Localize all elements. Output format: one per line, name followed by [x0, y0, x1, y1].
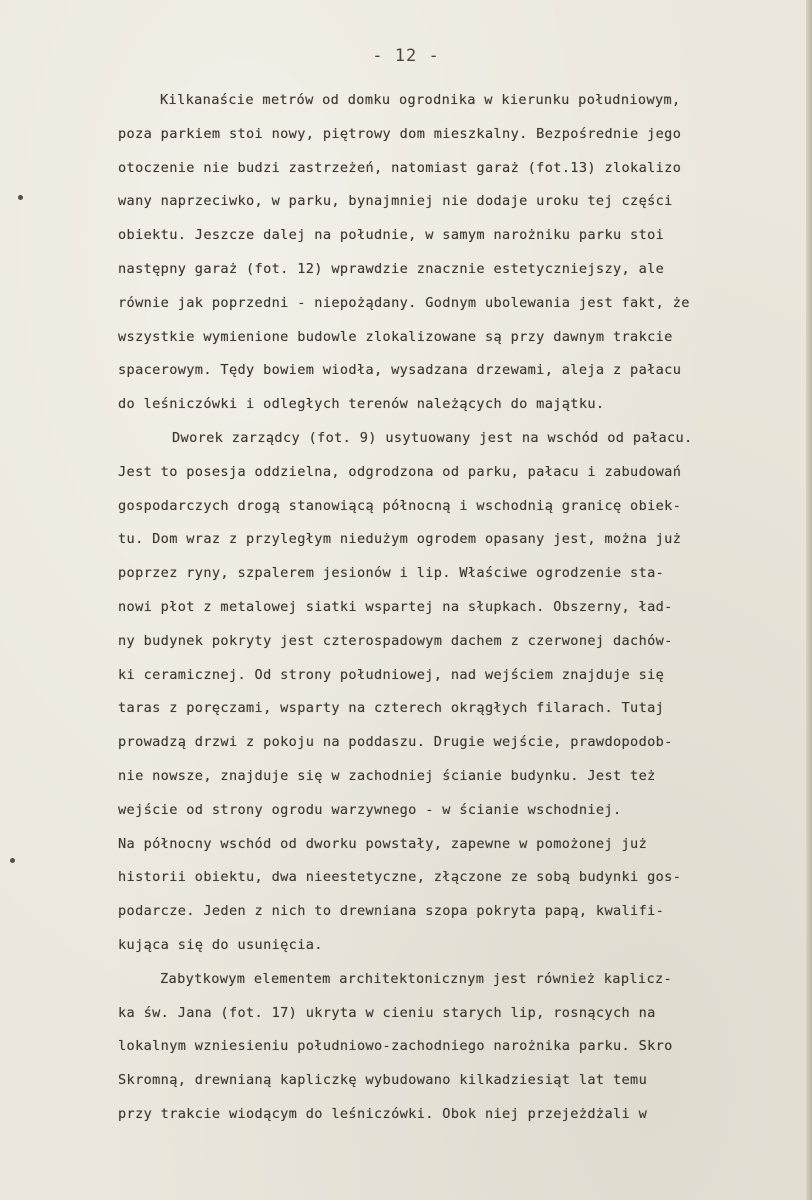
page-edge: [806, 0, 812, 1200]
text-line: lokalnym wzniesieniu południowo-zachodniego narożnika parku. Skro: [118, 1038, 673, 1055]
text-line: Na północny wschód od dworku powstały, zapewne w pomożonej już: [118, 835, 648, 852]
margin-punch-mark-bottom: [10, 858, 15, 863]
text-line: nowi płot z metalowej siatki wspartej na słupkach. Obszerny, ład-: [118, 598, 673, 615]
text-line: do leśniczówki i odległych terenów należących do majątku.: [118, 396, 605, 413]
text-line: ny budynek pokryty jest czterospadowym dachem z czerwonej dachów-: [118, 632, 673, 649]
text-line: poprzez ryny, szpalerem jesionów i lip. Właściwe ogrodzenie sta-: [118, 565, 665, 582]
text-line: spacerowym. Tędy bowiem wiodła, wysadzana drzewami, aleja z pałacu: [118, 362, 682, 379]
text-line: historii obiektu, dwa nieestetyczne, złączone ze sobą budynki gos-: [118, 869, 682, 886]
text-line: Dworek zarządcy (fot. 9) usytuowany jest na wschód od pałacu.: [172, 429, 693, 446]
text-line: równie jak poprzedni - niepożądany. Godnym ubolewania jest fakt, że: [118, 294, 690, 311]
text-line: Jest to posesja oddzielna, odgrodzona od parku, pałacu i zabudowań: [118, 463, 682, 480]
text-line: kująca się do usunięcia.: [118, 936, 323, 953]
text-line: poza parkiem stoi nowy, piętrowy dom mieszkalny. Bezpośrednie jego: [118, 125, 682, 142]
text-line: nie nowsze, znajduje się w zachodniej ścianie budynku. Jest też: [118, 767, 656, 784]
text-line: tu. Dom wraz z przyległym niedużym ogrodem opasany jest, można już: [118, 531, 682, 548]
text-line: przy trakcie wiodącym do leśniczówki. Obok niej przejeżdżali w: [118, 1105, 648, 1122]
text-line: Zabytkowym elementem architektonicznym jest również kaplicz-: [160, 970, 673, 987]
text-line: wejście od strony ogrodu warzywnego - w ścianie wschodniej.: [118, 801, 622, 818]
text-line: podarcze. Jeden z nich to drewniana szopa pokryta papą, kwalifi-: [118, 903, 665, 920]
text-line: wany naprzeciwko, w parku, bynajmniej nie dodaje uroku tej części: [118, 193, 673, 210]
typewritten-text: [118, 84, 800, 1132]
text-line: otoczenie nie budzi zastrzeżeń, natomiast garaż (fot.13) zlokalizo: [118, 159, 682, 176]
text-line: ka św. Jana (fot. 17) ukryta w cieniu starych lip, rosnących na: [118, 1004, 656, 1021]
text-line: ki ceramicznej. Od strony południowej, nad wejściem znajduje się: [118, 666, 665, 683]
text-line: Kilkanaście metrów od domku ogrodnika w kierunku południowym,: [160, 92, 681, 108]
page-number: - 12 -: [372, 46, 440, 66]
text-line: obiektu. Jeszcze dalej na południe, w samym narożniku parku stoi: [118, 227, 665, 244]
text-line: prowadzą drzwi z pokoju na poddaszu. Drugie wejście, prawdopodob-: [118, 734, 673, 751]
text-line: wszystkie wymienione budowle zlokalizowane są przy dawnym trakcie: [118, 328, 673, 345]
text-line: następny garaż (fot. 12) wprawdzie znacznie estetyczniejszy, ale: [118, 260, 665, 277]
text-line: gospodarczych drogą stanowiącą północną i wschodnią granicę obiek-: [118, 497, 682, 514]
text-line: Skromną, drewnianą kapliczkę wybudowano kilkadziesiąt lat temu: [118, 1072, 648, 1089]
margin-punch-mark-top: [18, 195, 23, 200]
text-line: taras z poręczami, wsparty na czterech okrągłych filarach. Tutaj: [118, 700, 665, 717]
